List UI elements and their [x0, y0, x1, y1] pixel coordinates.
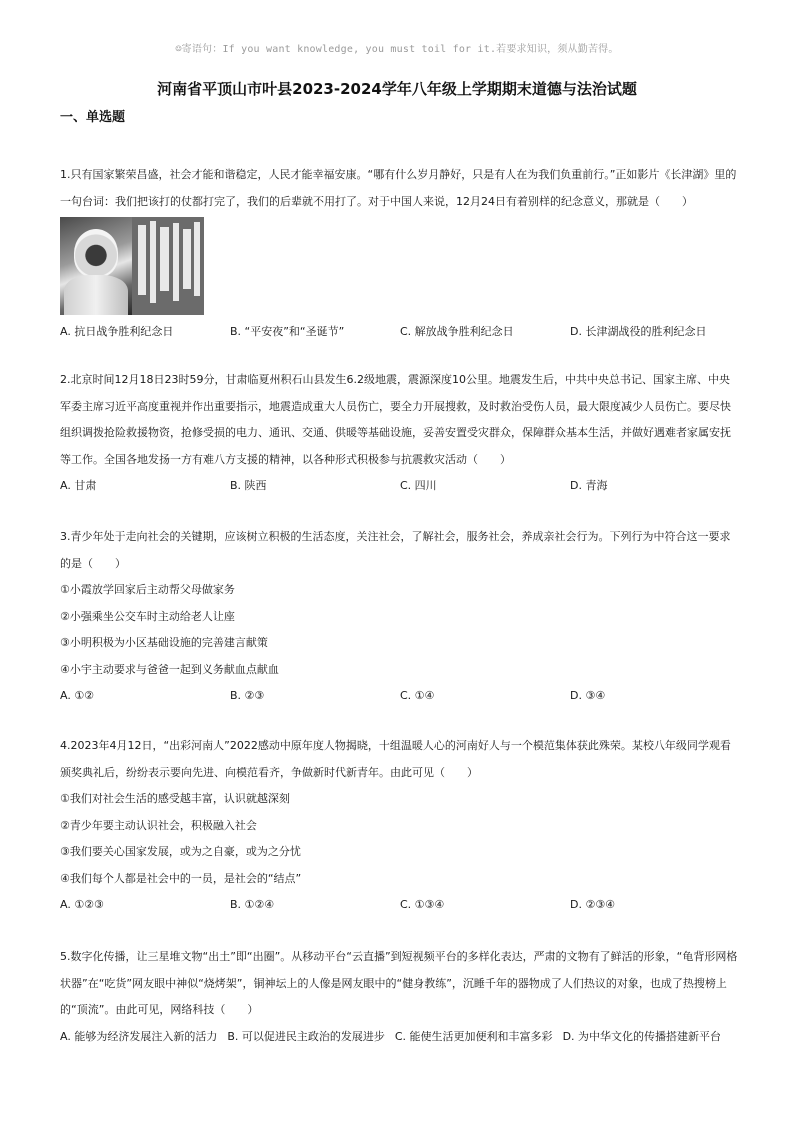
statement-item: ②青少年要主动认识社会，积极融入社会	[60, 818, 257, 832]
option-d[interactable]: D. ③④	[570, 689, 606, 702]
option-c[interactable]: C. 能使生活更加便利和丰富多彩	[394, 1029, 553, 1043]
options-row	[60, 1024, 740, 1051]
soldier-photo	[60, 217, 132, 315]
option-d[interactable]: D. 青海	[570, 479, 608, 492]
handwriting-image	[132, 217, 204, 315]
option-c[interactable]: C. ①④	[400, 689, 435, 702]
option-a[interactable]: A. 能够为经济发展注入新的活力	[60, 1029, 218, 1043]
statement-item: ②小强乘坐公交车时主动给老人让座	[60, 609, 235, 623]
option-d[interactable]: D. 长津湖战役的胜利纪念日	[570, 325, 707, 338]
question-stem: 1.只有国家繁荣昌盛，社会才能和谐稳定，人民才能幸福安康。“哪有什么岁月静好，只是有人在为我们负重前行。”正如影片《长津湖》里的一句台词：我们把该打的仗都打完了，我们的后辈就不用打了。对于中国人来说，12月24日有着别样的纪念意义，那就是（ ）	[60, 168, 737, 208]
statement-item: ①我们对社会生活的感受越丰富，认识就越深刻	[60, 792, 290, 805]
option-c[interactable]: C. ①③④	[400, 898, 445, 911]
option-b[interactable]: B. ①②④	[230, 898, 275, 911]
question-5	[60, 944, 740, 1050]
options-row	[60, 683, 740, 710]
question-stem: 2.北京时间12月18日23时59分，甘肃临夏州积石山县发生6.2级地震，震源深度10公里。地震发生后，中共中央总书记、国家主席、中央军委主席习近平高度重视并作出重要指示，地震造成重大人员伤亡，要全力开展搜救，及时救治受伤人员，最大限度减少人员伤亡。要尽快组织调拨抢险救援物资，抢修受损的电力、通讯、交通、供暖等基础设施，妥善安置受灾群众，保障群众基本生活，并做好遇难者家属安抚等工作。全国各地发扬一方有难八方支援的精神，以各种形式积极参与抗震救灾活动（ ）	[60, 373, 731, 466]
statement-item: ①小霞放学回家后主动帮父母做家务	[60, 583, 235, 596]
section-heading: 一、单选题	[60, 110, 126, 125]
option-d[interactable]: D. ②③④	[570, 898, 616, 911]
option-b[interactable]: B. “平安夜”和“圣诞节”	[230, 325, 345, 338]
statement-item: ④我们每个人都是社会中的一员，是社会的“结点”	[60, 871, 302, 885]
question-3	[60, 524, 740, 710]
statement-item: ④小宇主动要求与爸爸一起到义务献血点献血	[60, 662, 279, 676]
options-row	[60, 473, 740, 500]
option-b[interactable]: B. 陕西	[230, 479, 267, 492]
question-stem: 5.数字化传播，让三星堆文物“出土”即“出圈”。从移动平台“云直播”到短视频平台的多样化表达，严肃的文物有了鲜活的形象，“龟背形网格状器”在“吃货”网友眼中神似“烧烤架”，铜神坛上的人像是网友眼中的“健身教练”，沉睡千年的器物成了人们热议的对象，也成了热搜榜上的“顶流”。由此可见，网络科技（ ）	[60, 950, 738, 1016]
statement-item: ③我们要关心国家发展，或为之自豪，或为之分忧	[60, 845, 301, 858]
question-4	[60, 733, 740, 919]
question-1	[60, 162, 740, 346]
option-a[interactable]: A. 抗日战争胜利纪念日	[60, 325, 174, 338]
option-a[interactable]: A. ①②	[60, 689, 95, 702]
options-row	[60, 319, 740, 346]
option-d[interactable]: D. 为中华文化的传播搭建新平台	[562, 1029, 722, 1043]
header-motto: ☺寄语句：If you want knowledge, you must toil for it.若要求知识，须从勤苦得。	[175, 44, 619, 55]
question-image	[60, 217, 740, 315]
options-row	[60, 892, 740, 919]
question-stem: 4.2023年4月12日，“出彩河南人”2022感动中原年度人物揭晓，十组温暖人心的河南好人与一个模范集体获此殊荣。某校八年级同学观看颁奖典礼后，纷纷表示要向先进、向模范看齐，争做新时代新青年。由此可见（ ）	[60, 739, 731, 779]
exam-title: 河南省平顶山市叶县2023-2024学年八年级上学期期末道德与法治试题	[157, 80, 637, 98]
option-c[interactable]: C. 解放战争胜利纪念日	[400, 325, 514, 338]
option-a[interactable]: A. 甘肃	[60, 479, 97, 492]
question-2	[60, 367, 740, 500]
option-a[interactable]: A. ①②③	[60, 898, 104, 911]
option-c[interactable]: C. 四川	[400, 479, 437, 492]
question-stem: 3.青少年处于走向社会的关键期，应该树立积极的生活态度，关注社会，了解社会，服务社会，养成亲社会行为。下列行为中符合这一要求的是（ ）	[60, 530, 731, 570]
option-b[interactable]: B. 可以促进民主政治的发展进步	[227, 1029, 385, 1043]
option-b[interactable]: B. ②③	[230, 689, 265, 702]
statement-item: ③小明积极为小区基础设施的完善建言献策	[60, 636, 268, 649]
